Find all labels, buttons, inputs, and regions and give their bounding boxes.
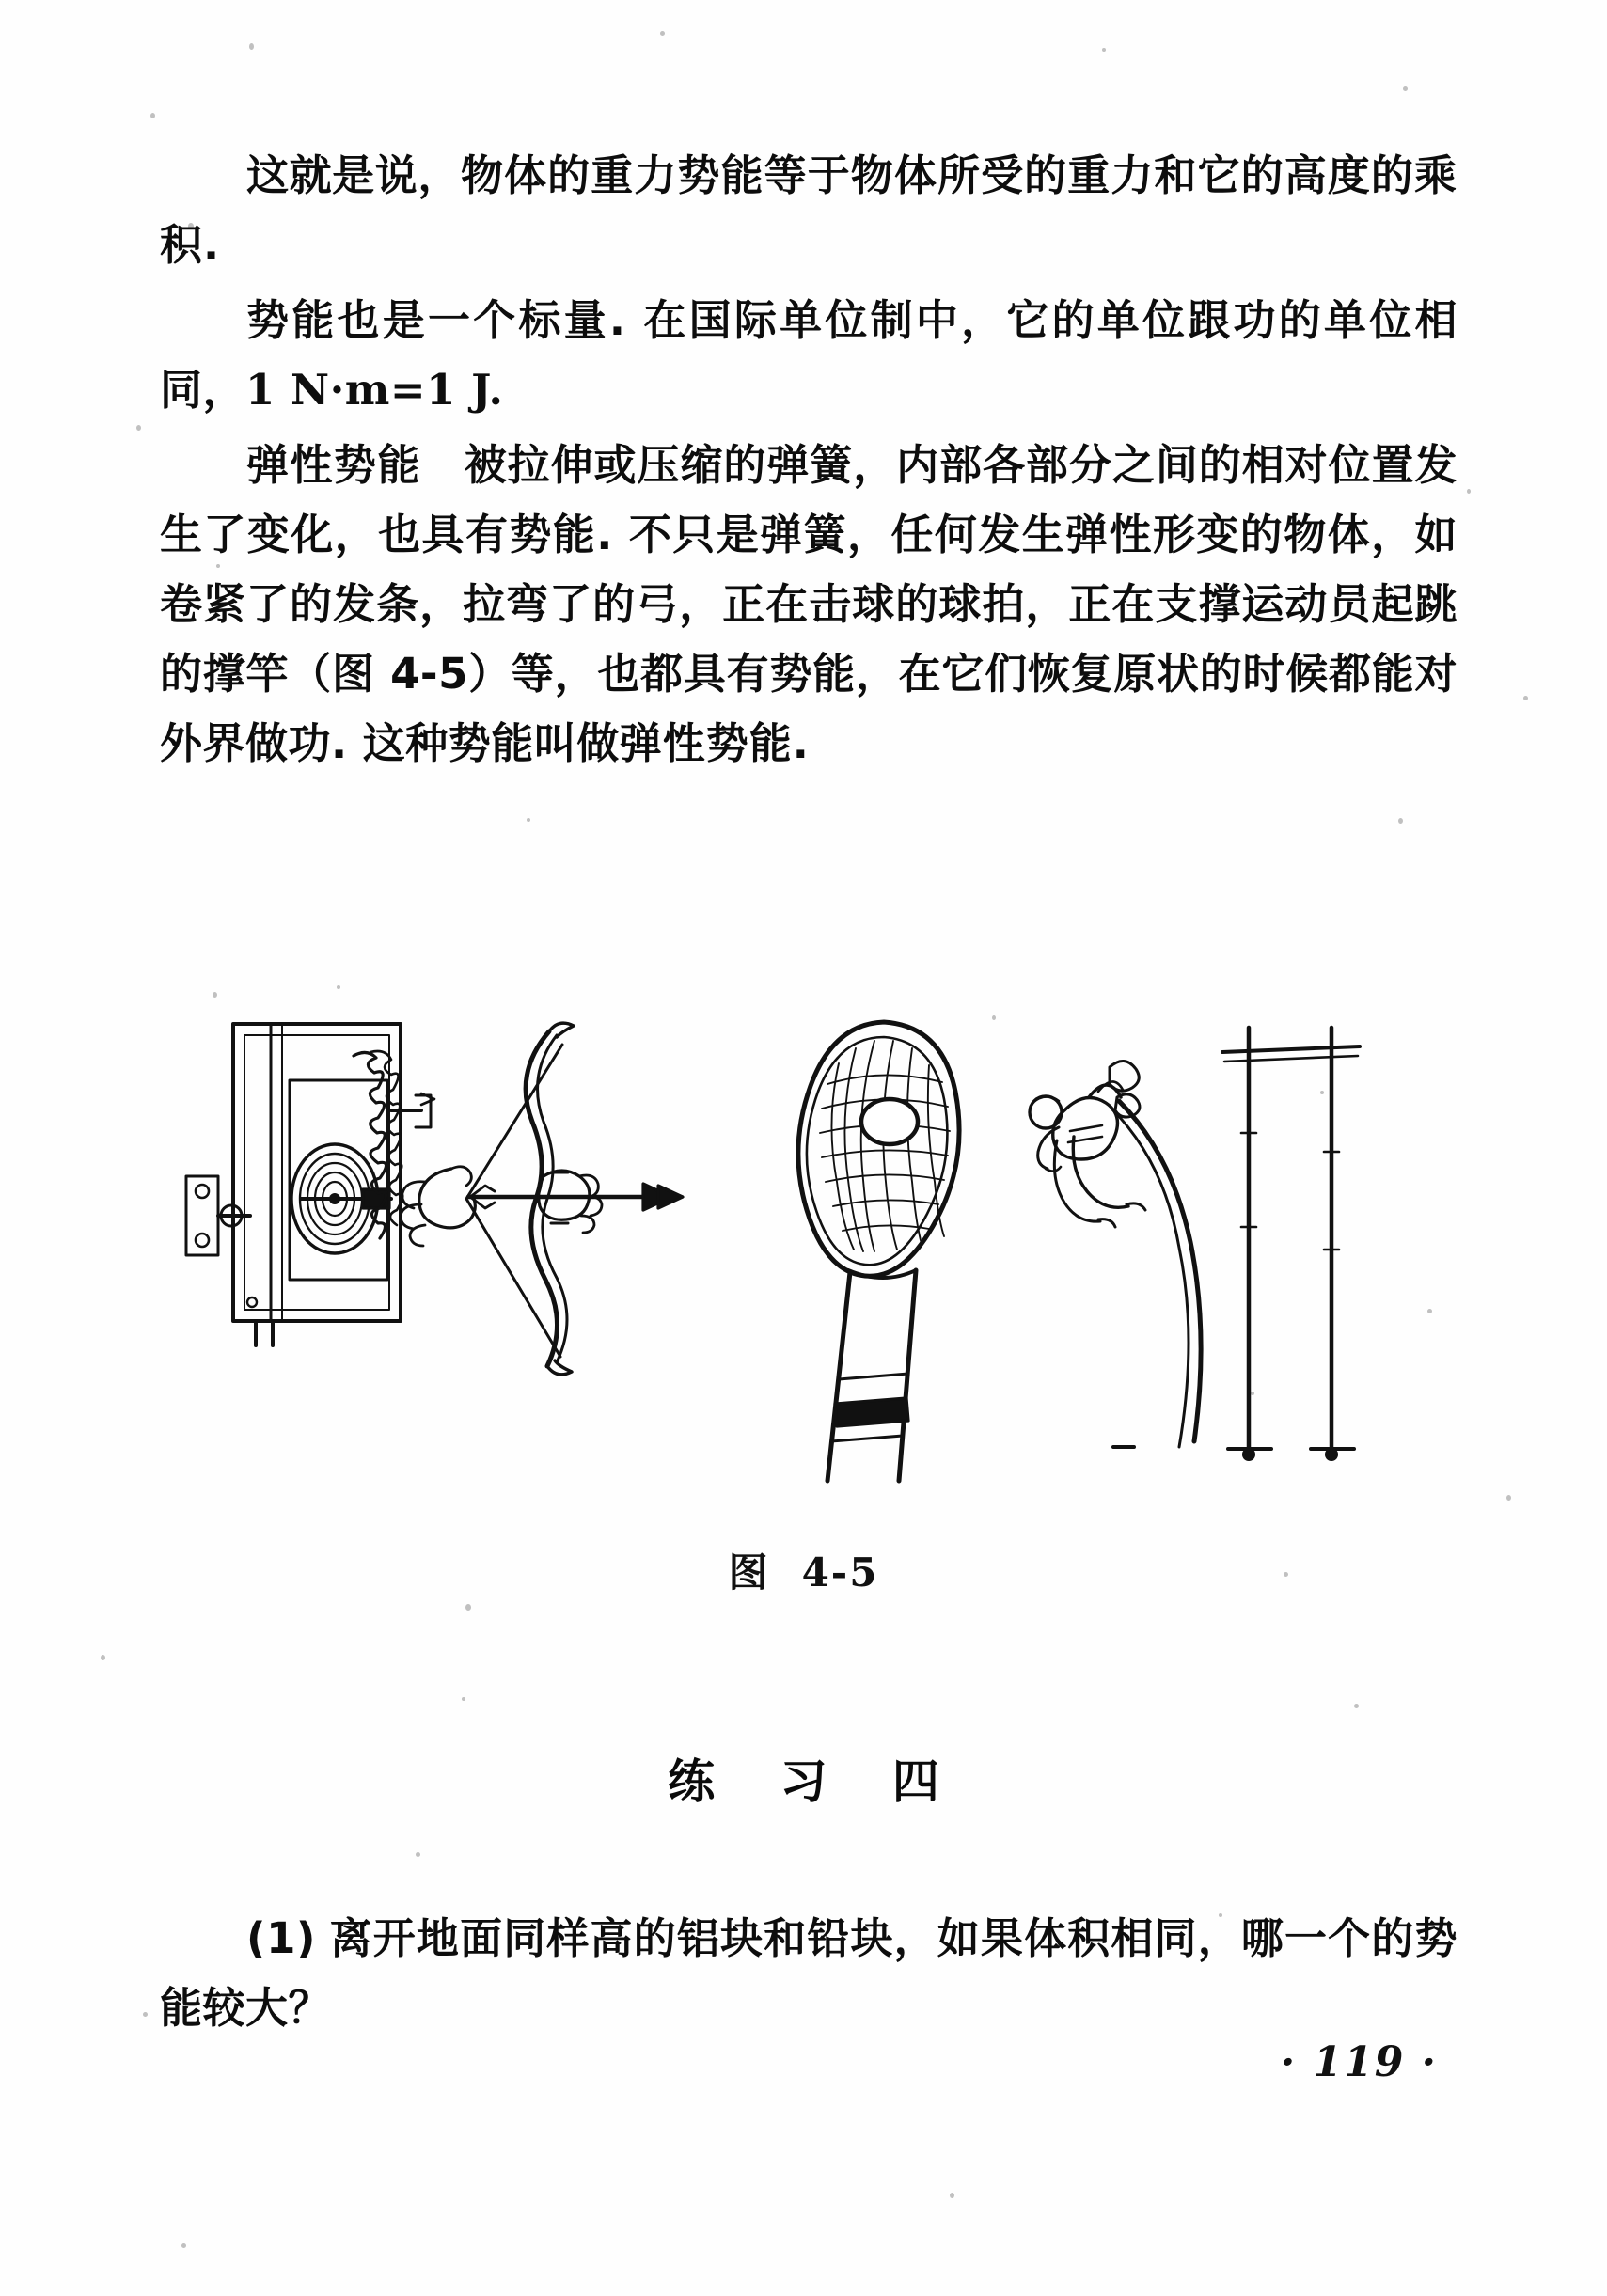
scan-speck: [950, 2193, 954, 2198]
paragraph-scalar-unit: [160, 286, 1457, 425]
page-number: · 119 ·: [1280, 2038, 1438, 2086]
paragraph-segment-normal: 被拉伸或压缩的弹簧，内部各部分之间的相对位置发生了变化，也具有势能. 不只是弹簧，任何发生弹性形变的物体，如卷紧了的发条，拉弯了的弓，正在击球的球拍，正在支撑运动员起跳的撑竿（图 4-5）等，也都具有势能，在它们恢复原状的时候都能对外界做功. 这种势能叫做: [160, 440, 1457, 768]
scan-speck: [1467, 489, 1471, 494]
panel-bow-and-arrow: [401, 1023, 683, 1375]
paragraph-gravitational-pe: [160, 141, 1457, 280]
scan-speck: [416, 1852, 420, 1857]
unit-equation: 1 N·m=1 J.: [245, 365, 504, 415]
scan-speck: [462, 1697, 465, 1701]
term-elastic-potential-energy-end: 弹性势能.: [619, 718, 810, 768]
scan-speck: [1354, 1704, 1359, 1708]
scan-speck: [337, 985, 340, 989]
question-number: (1): [246, 1913, 316, 1963]
paragraph-segment-normal: 这就是说，: [246, 150, 461, 200]
figure-4-5: [169, 1011, 1448, 1500]
scan-speck: [101, 1655, 105, 1660]
paragraph-segment-normal: 势能也是一个标量. 在国际单位制中，它的单位跟功的单位相同，: [160, 295, 1457, 415]
panel-clock-spring: [186, 1024, 434, 1345]
scan-speck: [1102, 48, 1106, 52]
scan-speck: [213, 992, 217, 998]
scan-speck: [150, 113, 155, 118]
figure-caption-label: 图: [728, 1549, 770, 1596]
scan-speck: [527, 818, 530, 822]
term-elastic-potential-energy: 弹性势能: [246, 440, 421, 490]
paragraph-elastic-pe: [160, 431, 1457, 778]
scan-speck: [249, 43, 254, 50]
scan-speck: [465, 1604, 471, 1611]
panel-pole-vaulter: [1030, 1028, 1360, 1461]
question-item: [160, 1904, 1457, 2043]
scan-speck: [1403, 86, 1408, 91]
scan-speck: [1506, 1495, 1511, 1501]
scan-speck: [181, 2243, 186, 2248]
exercise-questions: [160, 1904, 1457, 2049]
scan-speck: [1523, 696, 1528, 700]
scan-speck: [1398, 818, 1403, 824]
figure-caption-number: 4-5: [801, 1549, 879, 1596]
scan-speck: [143, 2012, 148, 2017]
paragraph-segment-bold: 物体的重力势能等于物体所受的重力和它的高度的乘积.: [160, 150, 1457, 270]
scan-speck: [660, 31, 665, 36]
figure-caption: [0, 1542, 1607, 1598]
exercise-heading: 练 习 四: [668, 1754, 964, 1809]
body-text: [160, 141, 1457, 784]
scan-speck: [136, 425, 141, 431]
panel-tennis-racket: [798, 1022, 959, 1481]
question-text: 离开地面同样高的铝块和铅块，如果体积相同，哪一个的势能较大？: [160, 1913, 1457, 2033]
